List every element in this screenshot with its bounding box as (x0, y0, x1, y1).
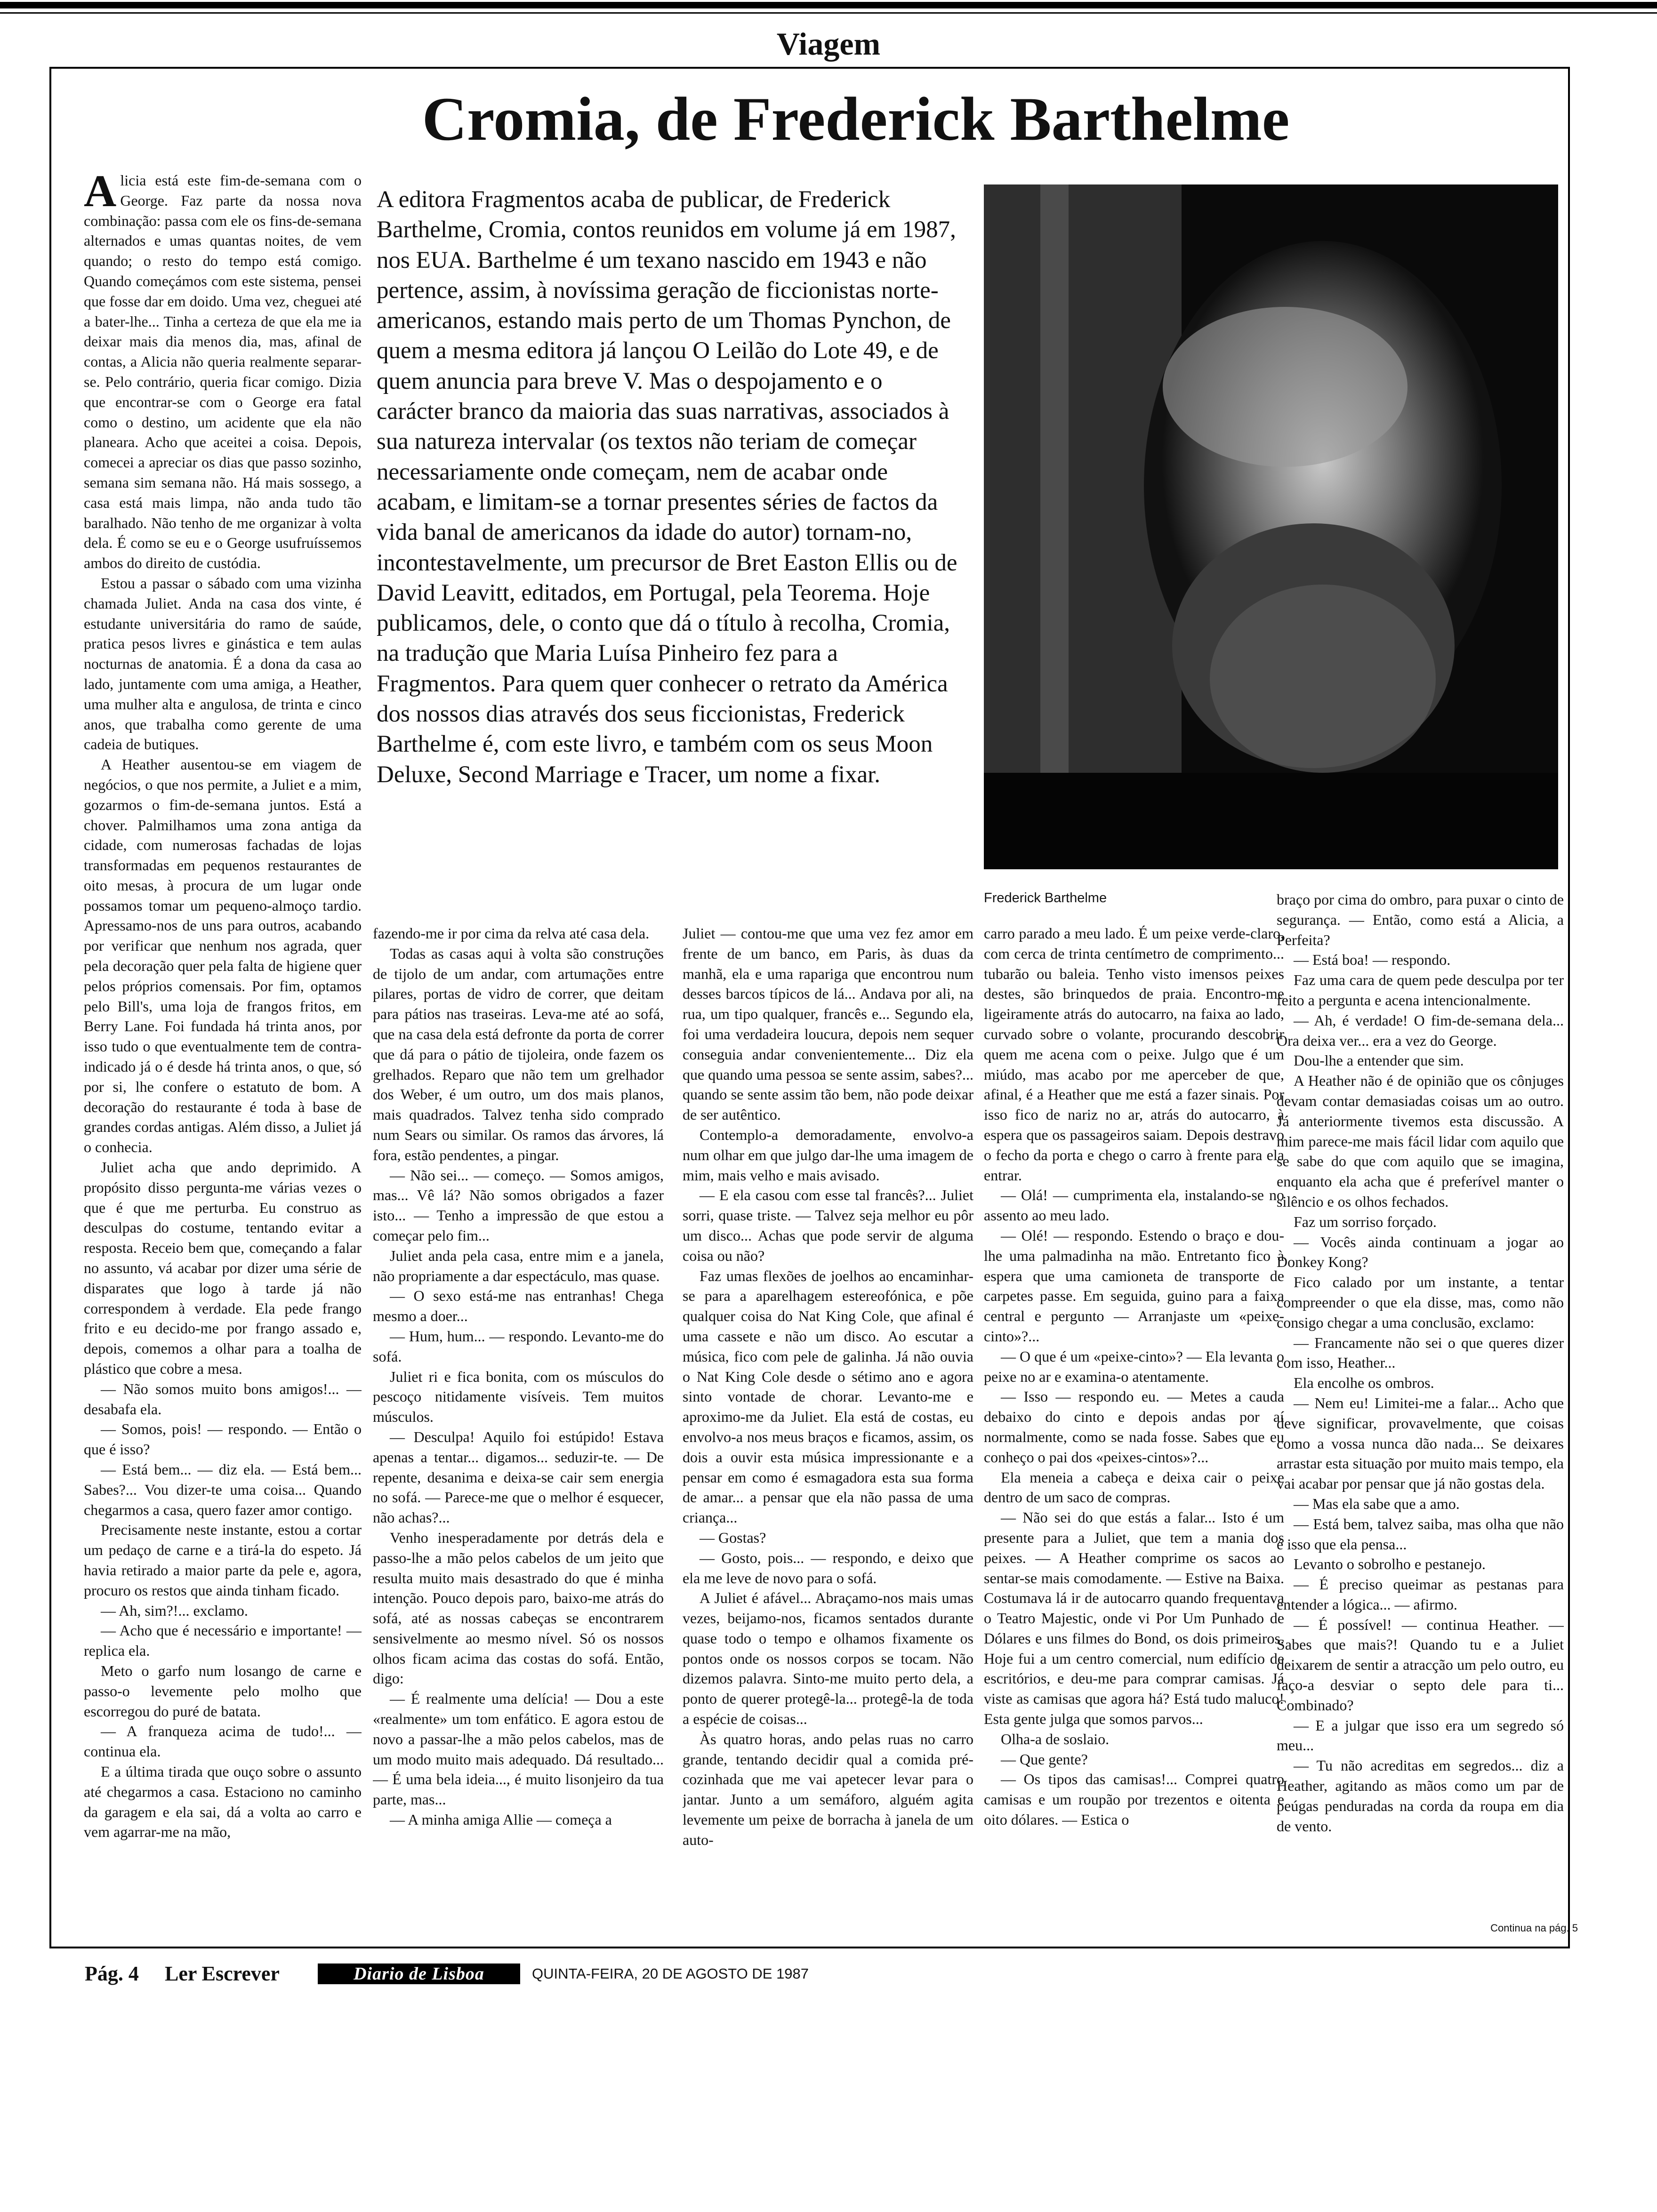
paragraph: — A franqueza acima de tudo!... — continua ela. (84, 1723, 362, 1760)
paragraph: Meto o garfo num losango de carne e passo-o levemente pelo molho que escorregou do puré de batata. (84, 1662, 362, 1720)
paragraph: Precisamente neste instante, estou a cortar um pedaço de carne e a tirá-la do espeto. Já havia retirado a maior parte da pele e, agora, procuro os restos que ainda tinham ficado. (84, 1521, 362, 1599)
paragraph: — O que é um «peixe-cinto»? — Ela levanta o peixe no ar e examina-o atentamente. (984, 1347, 1284, 1385)
paragraph: — Não sei... — começo. — Somos amigos, mas... Vê lá? Não somos obrigados a fazer isto... — Tenho a impressão de que estou a começar pelo fim... (373, 1166, 664, 1244)
paragraph: — Olá! — cumprimenta ela, instalando-se no assento ao meu lado. (984, 1186, 1284, 1224)
column-2 (373, 923, 664, 1921)
paragraph: — Gostas? (700, 1529, 766, 1546)
paragraph: — Somos, pois! — respondo. — Então o que é isso? (84, 1420, 362, 1458)
paragraph: Levanto o sobrolho e pestanejo. (1294, 1555, 1486, 1573)
paragraph: — E ela casou com esse tal francês?... Juliet sorri, quase triste. — Talvez seja melhor eu pôr um disco... Achas que pode servir de alguma coisa ou não? (683, 1186, 973, 1264)
paragraph: — Não sei do que estás a falar... Isto é um presente para a Juliet, que tem a mania dos peixes. — A Heather comprime os sacos ao sentar-se mais comodamente. — Estive na Baixa. Costumava lá ir de autocarro quando frequentava o Teatro Majestic, onde vi Por Um Punhado de Dólares e uns filmes do Bond, os dois primeiros. Hoje fui a um centro comercial, num edifício de escritórios, e deu-me para comprar camisas. Já viste as camisas que agora há? Está tudo maluco! Esta gente julga que somos parvos... (984, 1509, 1284, 1728)
page-number: Pág. 4 (85, 1962, 139, 1985)
paragraph: — Que gente? (1001, 1750, 1088, 1768)
paragraph: A Juliet é afável... Abraçamo-nos mais umas vezes, beijamo-nos, ficamos sentados durante quase todo o tempo e olhamos fixamente os pontos onde os nossos corpos se tocam. Não dizemos palavra. Sinto-me muito perto dela, a ponto de querer protegê-la... protegê-la de toda a espécie de coisas... (683, 1589, 973, 1728)
paragraph: — Tu não acreditas em segredos... diz a Heather, agitando as mãos como um par de peúgas penduradas na corda da roupa em dia de vento. (1277, 1757, 1564, 1835)
paragraph: — E a julgar que isso era um segredo só meu... (1277, 1716, 1564, 1754)
paragraph: Faz umas flexões de joelhos ao encaminhar-se para a aparelhagem estereofónica, e põe qualquer coisa do Nat King Cole, que afinal é uma cassete e não um disco. Ao escutar a música, fico com pele de galinha. Já não ouvia o Nat King Cole desde o sétimo ano e agora sinto vontade de chorar. Levanto-me e aproximo-me da Juliet. Ela está de costas, eu envolvo-a nos meus braços e ficamos, assim, os dois a ouvir esta música impressionante e a pensar em como é esmagadora esta sua forma de amar... a pensar que ela não passa de uma criança... (683, 1267, 973, 1526)
paragraph: Todas as casas aqui à volta são construções de tijolo de um andar, com artumações entre pilares, portas de vidro de correr, que deitam para pátios nas traseiras. Leva-me até ao sofá, que na casa dela está defronte da porta de correr que dá para o pátio de tijoleira, onde fazem os grelhados. Reparo que não tem um grelhador dos Weber, é um outro, um dos mais planos, mais quadrados. Talvez tenha sido comprado num Sears ou similar. Os ramos das árvores, lá fora, estão pendentes, a pingar. (373, 945, 664, 1163)
paragraph: — Não somos muito bons amigos!... — desabafa ela. (84, 1380, 362, 1418)
paragraph: — Está bem... — diz ela. — Está bem... Sabes?... Vou dizer-te uma coisa... Quando chegarmos a casa, quero fazer amor contigo. (84, 1461, 362, 1518)
paragraph: braço por cima do ombro, para puxar o cinto de segurança. — Então, como está a Alicia, a Perfeita? (1277, 891, 1564, 948)
paragraph: carro parado a meu lado. É um peixe verde-claro, com cerca de trinta centímetro de comprimento... tubarão ou baleia. Tenho visto imensos peixes destes, são brinquedos de praia. Encontro-me ligeiramente atrás do autocarro, na faixa ao lado, curvado sobre o volante, procurando descobrir quem me acena com o peixe. Julgo que é um miúdo, mas acabo por me aperceber de que, afinal, é a Heather que me está a fazer sinais. Por isso fico de nariz no ar, atrás do autocarro, à espera que os passageiros saiam. Depois destravo o fecho da porta e chego o carro à frente para ela entrar. (984, 925, 1284, 1184)
photo-caption: Frederick Barthelme (984, 890, 1107, 906)
paragraph: — Está bem, talvez saiba, mas olha que não é isso que ela pensa... (1277, 1515, 1564, 1553)
paragraph: — Está boa! — respondo. (1294, 951, 1451, 969)
author-photo (984, 184, 1558, 869)
paragraph: — Olé! — respondo. Estendo o braço e dou-lhe uma palmadinha na mão. Entretanto fico à espera que uma camioneta de transporte de carpetes passe. Em seguida, guino para a faixa central e pergunto — Arranjaste um «peixe-cinto»?... (984, 1226, 1284, 1345)
paragraph: fazendo-me ir por cima da relva até casa dela. (373, 925, 650, 942)
column-3 (683, 923, 973, 1921)
author-portrait-icon (984, 184, 1558, 869)
paragraph: Juliet — contou-me que uma vez fez amor em frente de um banco, em Paris, às duas da manhã, ela e uma rapariga que encontrou num desses barcos típicos de lá... Andava por ali, na rua, um tipo qualquer, francês e... Segundo ela, foi uma verdadeira loucura, depois nem sequer conseguia andar convenientemente... Diz ela que quando uma pessoa se sente assim, sabes?... quando se sente assim tão bem, não pode deixar de ser autêntico. (683, 925, 973, 1123)
paragraph: Faz um sorriso forçado. (1294, 1213, 1437, 1230)
paragraph: — Isso — respondo eu. — Metes a cauda debaixo do cinto e depois andas por aí normalmente, como se nada fosse. Sabes que eu conheço o pai dos «peixes-cintos»?... (984, 1388, 1284, 1466)
paragraph: Contemplo-a demoradamente, envolvo-a num olhar em que julgo dar-lhe uma imagem de mim, mais velho e mais avisado. (683, 1126, 973, 1184)
paragraph: Venho inesperadamente por detrás dela e passo-lhe a mão pelos cabelos de um jeito que resulta muito mais desastrado do que é minha intenção. Pouco depois paro, baixo-me atrás do sofá, até as nossas cabeças se encontrarem sensivelmente ao mesmo nível. Só os nossos olhos ficam acima das costas do sofá. Então, digo: (373, 1529, 664, 1687)
paragraph: Juliet anda pela casa, entre mim e a janela, não propriamente a dar espectáculo, mas quase. (373, 1247, 664, 1284)
paragraph: A Heather não é de opinião que os cônjuges devam contar demasiadas coisas um ao outro. Já anteriormente tivemos esta discussão. A mim parece-me mais fácil lidar com aquilo que se sabe do que com aquilo que se imagina, enquanto ela acha que é preferível manter o silêncio e os olhos fechados. (1277, 1072, 1564, 1210)
paragraph: — Ah, é verdade! O fim-de-semana dela... Ora deixa ver... era a vez do George. (1277, 1011, 1564, 1049)
paragraph: — Acho que é necessário e importante! — replica ela. (84, 1622, 362, 1659)
paragraph: Olha-a de soslaio. (1001, 1730, 1110, 1747)
newspaper-logo: Diario de Lisboa (318, 1964, 520, 1984)
article-title: Cromia, de Frederick Barthelme (422, 84, 1290, 153)
paragraph: — Hum, hum... — respondo. Levanto-me do sofá. (373, 1327, 664, 1365)
column-1 (84, 170, 362, 1942)
paragraph (84, 170, 362, 573)
paragraph: A Heather ausentou-se em viagem de negócios, o que nos permite, a Juliet e a mim, gozarmos o fim-de-semana juntos. Está a chover. Palmilhamos uma zona antiga da cidade, com numerosas fachadas de lojas transformadas em pequenos restaurantes de oito mesas, à procura de um lugar onde possamos tomar um pequeno-almoço tardio. Apressamo-nos de uns para outros, acabando por verificar que nenhum nos agrada, quer pela decoração quer pela falta de higiene quer pelos próprios comensais. Por fim, optamos pelo Bill's, uma loja de frangos fritos, em Berry Lane. Foi fundada há trinta anos, por isso tudo o que eventualmente tem de contra-indicado já o é desde há trinta anos, o que, só por si, lhe confere o estatuto de bom. A decoração do restaurante é toda à base de grandes cordas antigas. Além disso, a Juliet já o conhecia. (84, 756, 362, 1156)
paragraph: — Ah, sim?!... exclamo. (101, 1602, 248, 1619)
column-5 (1277, 890, 1564, 1921)
drop-cap: A (84, 170, 117, 216)
paragraph: E a última tirada que ouço sobre o assunto até chegarmos a casa. Estaciono no caminho da garagem e ela sai, dá a volta ao carro e vem agarrar-me na mão, (84, 1763, 362, 1841)
paragraph: — Os tipos das camisas!... Comprei quatro camisas e um roupão por trezentos e oitenta e oito dólares. — Estica o (984, 1771, 1284, 1828)
paragraph: — O sexo está-me nas entranhas! Chega mesmo a doer... (373, 1287, 664, 1325)
continued-note: Continua na pág. 5 (1490, 1922, 1578, 1934)
paragraph: — É possível! — continua Heather. — Sabes que mais?! Quando tu e a Juliet deixarem de sentir a atracção um pelo outro, eu faço-a desviar o septo dele para ti... Combinado? (1277, 1616, 1564, 1714)
paragraph: Às quatro horas, ando pelas ruas no carro grande, tentando decidir qual a comida pré-cozinhada que me vai apetecer levar para o jantar. Junto a um semáforo, alguém agita levemente um peixe de borracha à janela de um auto- (683, 1730, 973, 1848)
top-rule-thin (0, 12, 1657, 14)
intro-paragraph (377, 184, 960, 916)
paragraph: Fico calado por um instante, a tentar compreender o que ela disse, mas, como não consigo chegar a uma conclusão, exclamo: (1277, 1274, 1564, 1331)
column-4 (984, 923, 1284, 1921)
paragraph: — É realmente uma delícia! — Dou a este «realmente» um tom enfático. E agora estou de novo a passar-lhe a mão pelos cabelos, mas de um modo muito mais adequado. Dá resultado... — É uma bela ideia..., é muito lisonjeiro da tua parte, mas... (373, 1690, 664, 1808)
paragraph: Juliet ri e fica bonita, com os músculos do pescoço nitidamente visíveis. Tem muitos músculos. (373, 1368, 664, 1426)
paragraph: — É preciso queimar as pestanas para entender a lógica... — afirmo. (1277, 1576, 1564, 1613)
footer-date: QUINTA-FEIRA, 20 DE AGOSTO DE 1987 (532, 1965, 809, 1982)
paragraph: — A minha amiga Allie — começa a (390, 1811, 612, 1828)
paragraph: Ela encolhe os ombros. (1294, 1374, 1434, 1392)
intro-text: A editora Fragmentos acaba de publicar, de Frederick Barthelme, Cromia, contos reunidos em volume já em 1987, nos EUA. Barthelme é um texano nascido em 1943 e não pertence, assim, à novíssima geração de ficcionistas norte-americanos, estando mais perto de um Thomas Pynchon, de quem a mesma editora já lançou O Leilão do Lote 49, e de quem anuncia para breve V. Mas o despojamento e o carácter branco da maioria das suas narrativas, associados à sua natureza intervalar (os textos não teriam de começar necessariamente onde começam, nem de acabar onde acabam, e limitam-se a tornar presentes séries de factos da vida banal de americanos da idade do autor) tornam-no, incontestavelmente, um precursor de Bret Easton Ellis ou de David Leavitt, editados, em Portugal, pela Teorema. Hoje publicamos, dele, o conto que dá o título à recolha, Cromia, na tradução que Maria Luísa Pinheiro fez para a Fragmentos. Para quem quer conhecer o retrato da América dos nossos dias através dos seus ficcionistas, Frederick Barthelme é, com este livro, e também com os seus Moon Deluxe, Second Marriage e Tracer, um nome a fixar. (377, 186, 957, 788)
paragraph-text: licia está este fim-de-semana com o George. Faz parte da nossa nova combinação: passa com ele os fins-de-semana alternados e umas quantas noites, de vem quando; o resto do tempo está comigo. Quando começámos com este sistema, pensei que fosse dar em doido. Uma vez, cheguei até a bater-lhe... Tinha a certeza de que ela me ia deixar mais dia menos dia, mas, afinal de contas, a Alicia não queria realmente separar-se. Pelo contrário, queria ficar comigo. Dizia que encontrar-se com o George era fatal como o destino, um acidente que ela não planeara. Acho que aceitei a coisa. Depois, comecei a apreciar os dias que passo sozinho, semana sim semana não. Há mais sossego, a casa está mais limpa, não anda tudo tão baralhado. Não tenho de me organizar à volta dela. É como se eu e o George usufruíssemos ambos do direito de custódia. (84, 172, 362, 572)
page-footer (85, 1962, 1591, 1990)
paragraph: — Gosto, pois... — respondo, e deixo que ela me leve de novo para o sofá. (683, 1549, 973, 1587)
footer-section: Ler Escrever (165, 1962, 280, 1985)
paragraph: Dou-lhe a entender que sim. (1294, 1052, 1464, 1069)
paragraph: — Francamente não sei o que queres dizer com isso, Heather... (1277, 1334, 1564, 1371)
paragraph: Estou a passar o sábado com uma vizinha chamada Juliet. Anda na casa dos vinte, é estudante universitária do ramo de saúde, pratica pesos livres e ginástica e tem aulas nocturnas de anatomia. É a dona da casa ao lado, juntamente com uma amiga, a Heather, uma mulher alta e angulosa, de trinta e cinco anos, que trabalha como gerente de uma cadeia de butiques. (84, 574, 362, 753)
section-heading: Viagem (776, 26, 881, 62)
paragraph: Faz uma cara de quem pede desculpa por ter feito a pergunta e acena intencionalmente. (1277, 971, 1564, 1009)
paragraph: Ela meneia a cabeça e deixa cair o peixe dentro de um saco de compras. (984, 1468, 1284, 1506)
paragraph: — Nem eu! Limitei-me a falar... Acho que deve significar, provavelmente, que coisas como a vossa nunca dão nada... Se deixares arrastar esta situação por muito mais tempo, ela vai acabar por pensar que já não gostas dela. (1277, 1394, 1564, 1492)
top-rule (0, 2, 1657, 8)
paragraph: Juliet acha que ando deprimido. A propósito disso pergunta-me várias vezes o que é que me perturba. Eu construo as desculpas do costume, tentando evitar a resposta. Receio bem que, começando a falar no assunto, vá acabar por dizer uma série de disparates que logo à tarde já não correspondem à verdade. Ela pede frango frito e eu decido-me por frango assado e, depois, comemos a olhar para a toalha de plástico que cobre a mesa. (84, 1159, 362, 1378)
paragraph: — Desculpa! Aquilo foi estúpido! Estava apenas a tentar... digamos... seduzir-te. — De repente, desanima e deixa-se cair sem energia no sofá. — Parece-me que o melhor é esquecer, não achas?... (373, 1428, 664, 1526)
paragraph: — Vocês ainda continuam a jogar ao Donkey Kong? (1277, 1233, 1564, 1271)
paragraph: — Mas ela sabe que a amo. (1294, 1495, 1460, 1512)
